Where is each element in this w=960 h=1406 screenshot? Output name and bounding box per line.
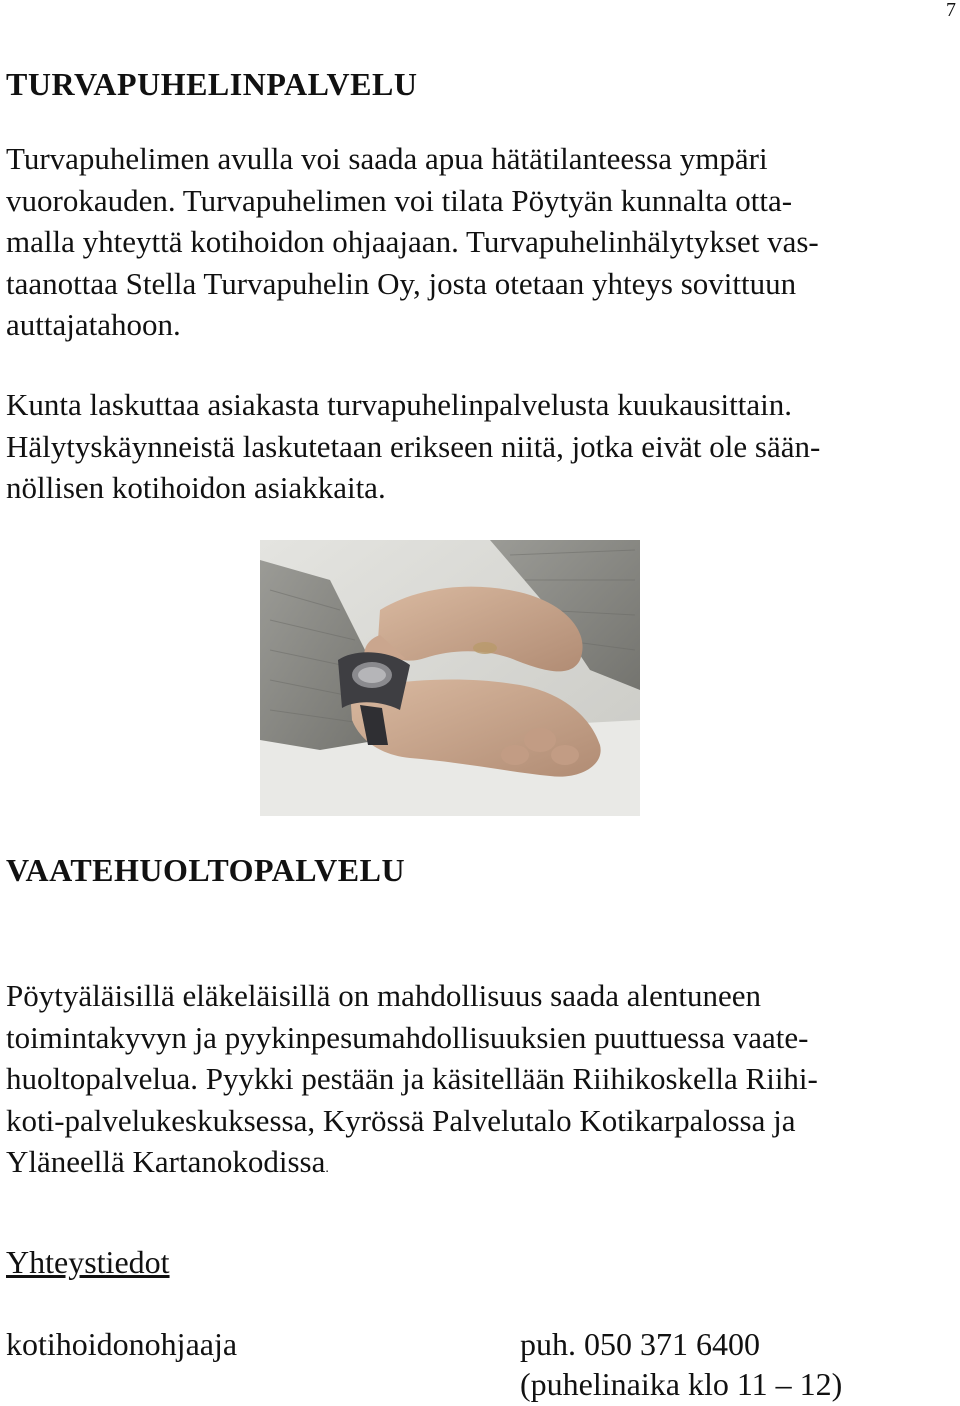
page-number: 7 bbox=[946, 0, 956, 21]
text-line: auttajatahoon. bbox=[6, 307, 181, 342]
text-line: Hälytyskäynneistä laskutetaan erikseen niitä, jotka eivät ole sään- bbox=[6, 428, 821, 464]
text-line: Pöytyäläisillä eläkeläisillä on mahdollisuus saada alentuneen bbox=[6, 978, 761, 1013]
text-line: malla yhteyttä kotihoidon ohjaajaan. Turvapuhelinhälytykset vas- bbox=[6, 224, 819, 259]
text-line: Turvapuhelimen avulla voi saada apua hätätilanteessa ympäri bbox=[6, 141, 768, 176]
text-line: huoltopalvelua. Pyykki pestään ja käsitellään Riihikoskella Riihi- bbox=[6, 1061, 818, 1096]
contact-role: kotihoidonohjaaja bbox=[6, 1326, 238, 1362]
text-fragment: Yläneellä Kartanokodissa bbox=[6, 1144, 326, 1179]
paragraph-billing bbox=[6, 384, 936, 509]
heading-turvapuhelinpalvelu: TURVAPUHELINPALVELU bbox=[6, 66, 418, 102]
contact-hours: (puhelinaika klo 11 – 12) bbox=[520, 1366, 843, 1402]
trailing-dot: . bbox=[325, 1161, 329, 1176]
contact-phone: puh. 050 371 6400 bbox=[520, 1326, 760, 1362]
heading-vaatehuoltopalvelu: VAATEHUOLTOPALVELU bbox=[6, 852, 406, 888]
paragraph-vaatehuolto bbox=[6, 975, 936, 1190]
photo-safety-phone-wrist bbox=[260, 540, 640, 816]
contact-info-link[interactable]: Yhteystiedot bbox=[6, 1244, 170, 1280]
text-line: Kunta laskuttaa asiakasta turvapuhelinpalvelusta kuukausittain. bbox=[6, 387, 792, 422]
paragraph-turvapuhelin-intro bbox=[6, 138, 936, 346]
text-line: taanottaa Stella Turvapuhelin Oy, josta otetaan yhteys sovittuun bbox=[6, 265, 797, 301]
text-line: koti-palvelukeskuksessa, Kyrössä Palvelutalo Kotikarpalossa ja bbox=[6, 1102, 796, 1138]
text-line bbox=[6, 1141, 936, 1190]
text-line: nöllisen kotihoidon asiakkaita. bbox=[6, 470, 386, 505]
text-line: toimintakyvyn ja pyykinpesumahdollisuuksien puuttuessa vaate- bbox=[6, 1019, 809, 1055]
text-line: vuorokauden. Turvapuhelimen voi tilata Pöytyän kunnalta otta- bbox=[6, 182, 793, 218]
